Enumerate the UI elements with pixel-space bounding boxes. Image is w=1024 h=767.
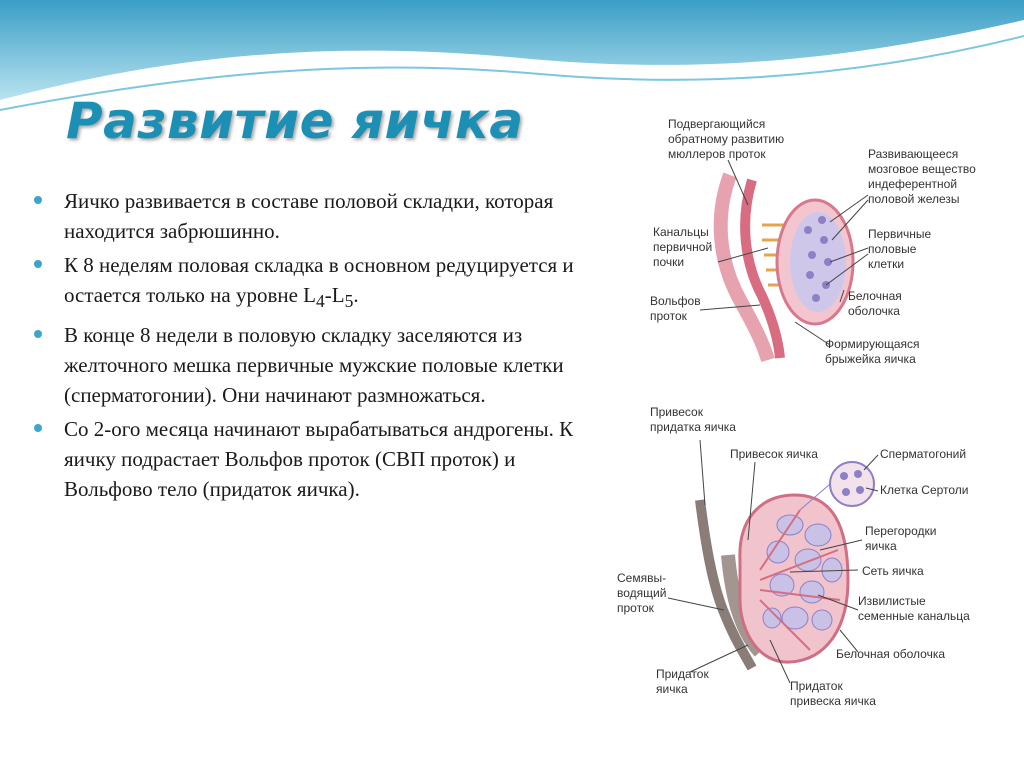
- svg-text:Развивающееся: Развивающееся: [868, 147, 959, 161]
- svg-text:мюллеров проток: мюллеров проток: [668, 147, 766, 161]
- svg-text:Белочная: Белочная: [848, 289, 902, 303]
- svg-text:Семявы-: Семявы-: [617, 571, 667, 585]
- svg-text:проток: проток: [650, 309, 687, 323]
- svg-text:водящий: водящий: [617, 586, 667, 600]
- svg-text:Привесок яичка: Привесок яичка: [730, 447, 818, 461]
- svg-text:Придаток: Придаток: [656, 667, 709, 681]
- svg-text:Сеть яичка: Сеть яичка: [862, 564, 924, 578]
- svg-text:Формирующаяся: Формирующаяся: [825, 337, 920, 351]
- svg-text:Первичные: Первичные: [868, 227, 932, 241]
- svg-text:семенные канальца: семенные канальца: [858, 609, 970, 623]
- bullet-text: Со 2-ого месяца начинают вырабатываться андрогены. К яичку подрастает Вольфов проток (СВП проток) и Вольфово тело (придаток яичка).: [64, 417, 574, 502]
- svg-text:проток: проток: [617, 601, 654, 615]
- magnified-tubule-shape: [830, 462, 874, 506]
- svg-text:яичка: яичка: [865, 539, 897, 553]
- svg-text:Привесок: Привесок: [650, 405, 703, 419]
- svg-text:Перегородки: Перегородки: [865, 524, 937, 538]
- svg-text:половые: половые: [868, 242, 917, 256]
- bullet-text: В конце 8 недели в половую складку заселяются из желточного мешка первичные мужские половые клетки (сперматогонии). Они начинают размножаться.: [64, 323, 564, 408]
- svg-text:оболочка: оболочка: [848, 304, 900, 318]
- indifferent-gonad-diagram: [650, 117, 976, 366]
- svg-text:привеска яичка: привеска яичка: [790, 694, 876, 708]
- svg-text:придатка яичка: придатка яичка: [650, 420, 736, 434]
- svg-text:почки: почки: [653, 255, 685, 269]
- svg-text:яичка: яичка: [656, 682, 688, 696]
- testis-structure-diagram: [617, 405, 970, 708]
- svg-text:Клетка Сертоли: Клетка Сертоли: [880, 483, 969, 497]
- svg-text:половой железы: половой железы: [868, 192, 960, 206]
- svg-text:Извилистые: Извилистые: [858, 594, 926, 608]
- svg-text:Сперматогоний: Сперматогоний: [880, 447, 967, 461]
- svg-text:индеферентной: индеферентной: [868, 177, 958, 191]
- svg-text:клетки: клетки: [868, 257, 905, 271]
- svg-text:первичной: первичной: [653, 240, 713, 254]
- svg-text:обратному развитию: обратному развитию: [668, 132, 785, 146]
- svg-text:мозговое вещество: мозговое вещество: [868, 162, 976, 176]
- svg-text:Придаток: Придаток: [790, 679, 843, 693]
- page-title: Развитие яичка: [66, 92, 524, 150]
- bullet-text: Яичко развивается в составе половой складки, которая находится забрюшинно.: [64, 189, 554, 243]
- svg-text:Канальцы: Канальцы: [653, 225, 709, 239]
- svg-text:Вольфов: Вольфов: [650, 294, 701, 308]
- svg-text:Белочная оболочка: Белочная оболочка: [836, 647, 946, 661]
- svg-text:Подвергающийся: Подвергающийся: [668, 117, 766, 131]
- svg-text:брыжейка яичка: брыжейка яичка: [825, 352, 916, 366]
- bullet-text: К 8 неделям половая складка в основном редуцируется и остается только на уровне $L_4-L_5$.: [64, 253, 574, 312]
